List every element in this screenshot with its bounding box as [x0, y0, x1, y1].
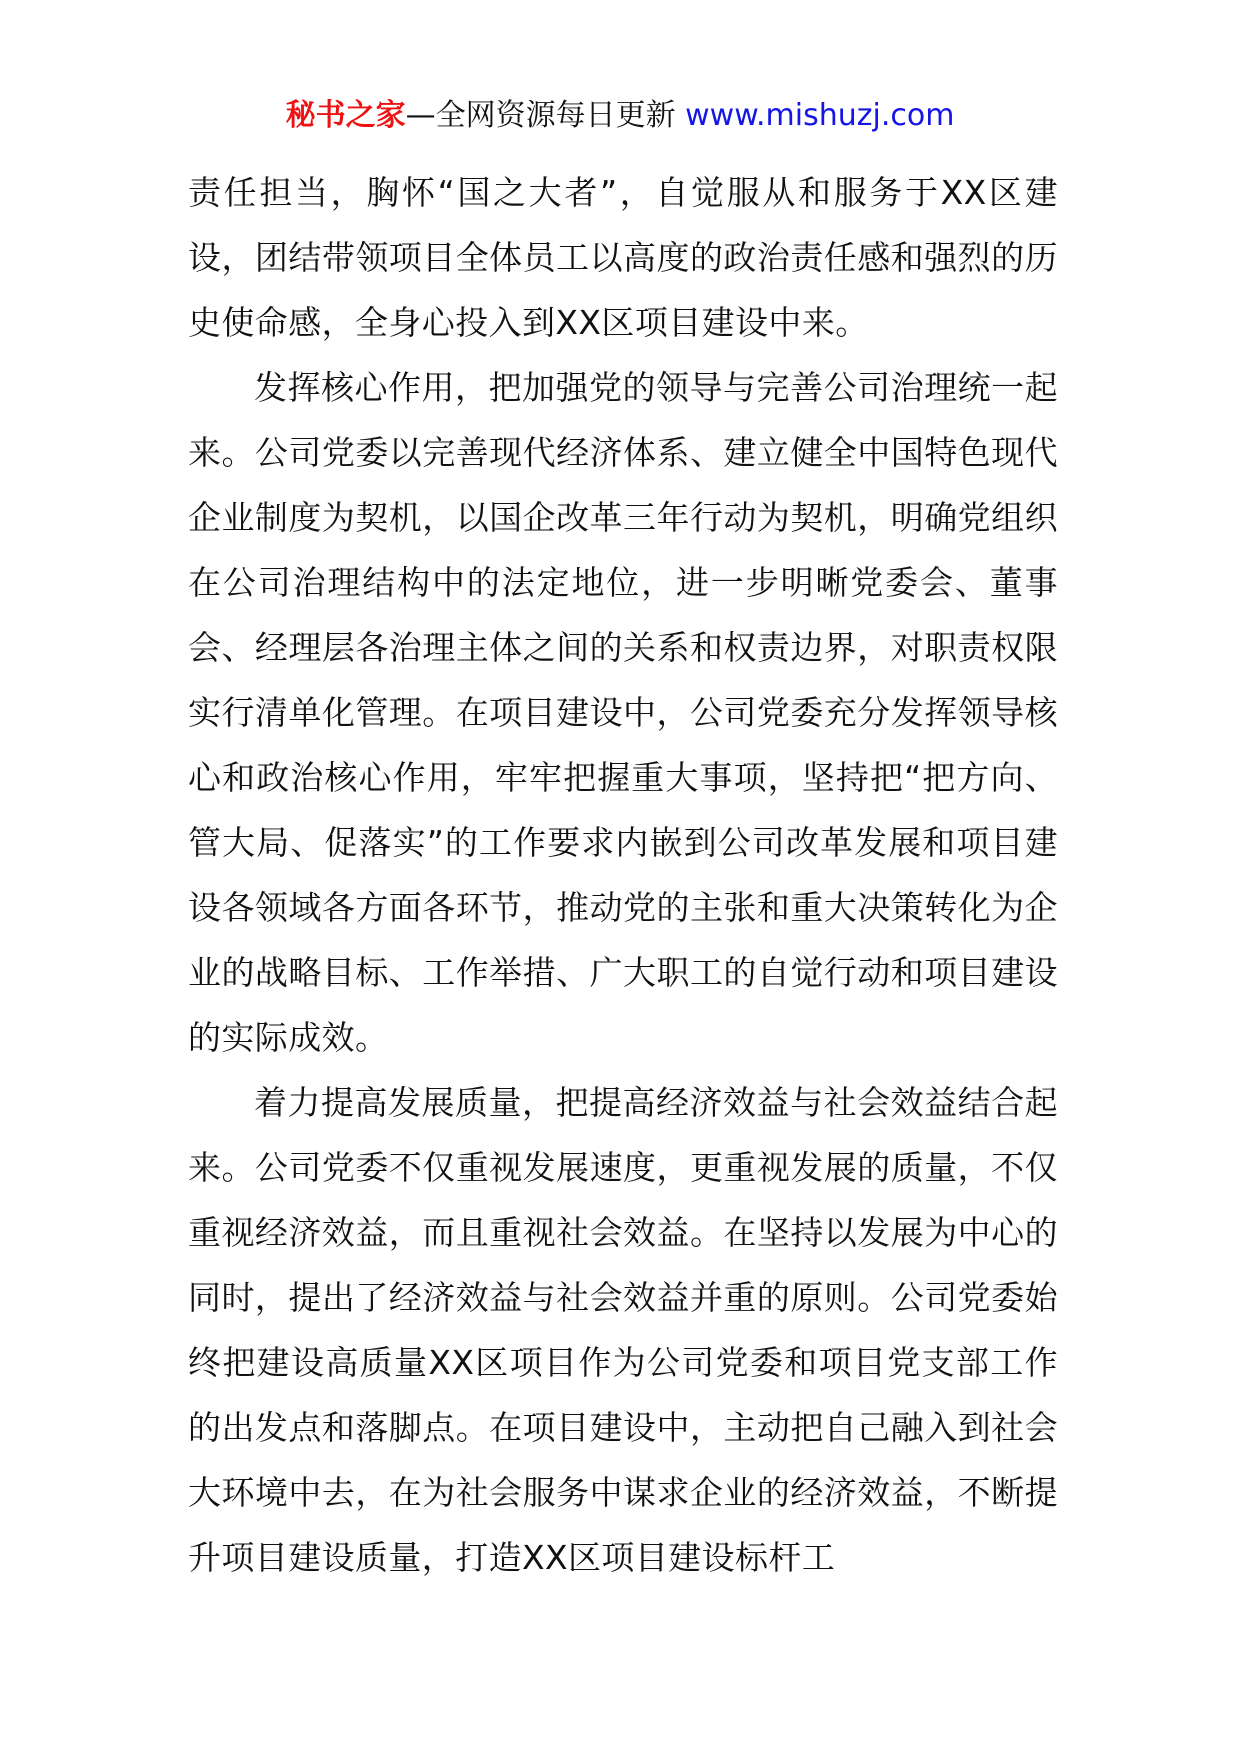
- site-brand: 秘书之家: [285, 98, 406, 133]
- paragraph-core-role: 发挥核心作用，把加强党的领导与完善公司治理统一起来。公司党委以完善现代经济体系、建立健全中国特色现代企业制度为契机，以国企改革三年行动为契机，明确党组织在公司治理结构中的法定地位，进一步明晰党委会、董事会、经理层各治理主体之间的关系和权责边界，对职责权限实行清单化管理。在项目建设中，公司党委充分发挥领导核心和政治核心作用，牢牢把握重大事项，坚持把“把方向、管大局、促落实”的工作要求内嵌到公司改革发展和项目建设各领域各方面各环节，推动党的主张和重大决策转化为企业的战略目标、工作举措、广大职工的自觉行动和项目建设的实际成效。: [188, 368, 1058, 1057]
- document-body: [188, 160, 1058, 1590]
- site-header: [0, 96, 1240, 136]
- paragraph-development-quality: 着力提高发展质量，把提高经济效益与社会效益结合起来。公司党委不仅重视发展速度，更重视发展的质量，不仅重视经济效益，而且重视社会效益。在坚持以发展为中心的同时，提出了经济效益与社会效益并重的原则。公司党委始终把建设高质量XX区项目作为公司党委和项目党支部工作的出发点和落脚点。在项目建设中，主动把自己融入到社会大环境中去，在为社会服务中谋求企业的经济效益，不断提升项目建设质量，打造XX区项目建设标杆工: [188, 1083, 1058, 1577]
- site-url-link[interactable]: www.mishuzj.com: [685, 98, 955, 133]
- site-tagline: —全网资源每日更新: [405, 98, 676, 133]
- paragraph-continuation: 责任担当，胸怀“国之大者”，自觉服从和服务于XX区建设，团结带领项目全体员工以高度的政治责任感和强烈的历史使命感，全身心投入到XX区项目建设中来。: [188, 173, 1058, 342]
